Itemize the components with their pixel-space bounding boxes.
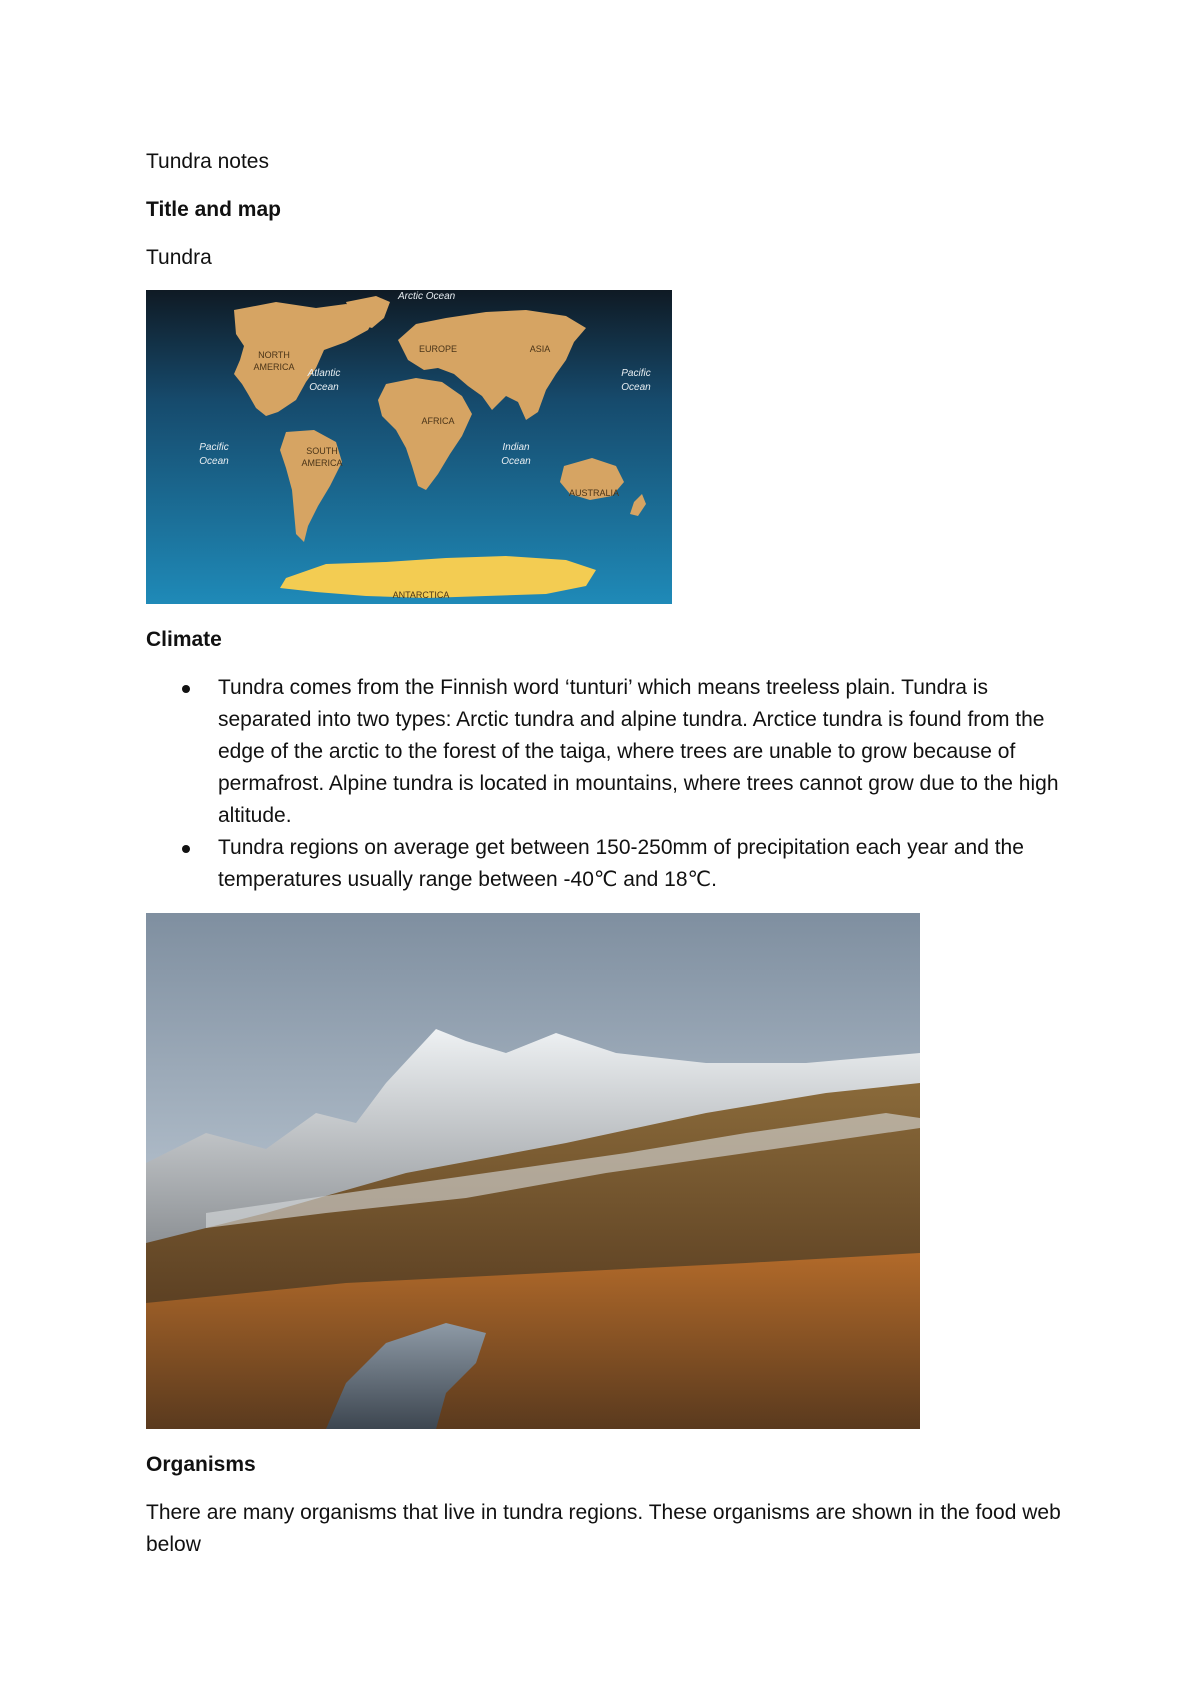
map-label-indian-1: Indian <box>502 442 530 453</box>
document-title: Tundra notes <box>146 150 269 173</box>
map-label-pacific-left-1: Pacific <box>199 442 229 453</box>
map-label-north-america-1: NORTH <box>258 350 290 360</box>
map-label-pacific-right-2: Ocean <box>621 382 651 393</box>
bullet-icon <box>182 685 190 693</box>
section-heading-climate: Climate <box>146 628 222 651</box>
map-label-asia: ASIA <box>529 344 551 354</box>
list-item <box>146 832 1066 896</box>
map-caption-tundra: Tundra <box>146 246 212 269</box>
climate-bullet-text: Tundra regions on average get between 150-250mm of precipitation each year and the temperatures usually range between -40℃ and 18℃. <box>218 836 1024 891</box>
map-label-north-america-2: AMERICA <box>253 362 295 372</box>
section-heading-title-and-map: Title and map <box>146 198 281 221</box>
organisms-paragraph: There are many organisms that live in tundra regions. These organisms are shown in the food web below <box>146 1501 1061 1556</box>
map-label-australia: AUSTRALIA <box>568 488 620 498</box>
map-label-europe: EUROPE <box>418 344 458 354</box>
world-map-image <box>146 290 672 604</box>
map-label-pacific-left-2: Ocean <box>199 456 229 467</box>
map-label-indian-2: Ocean <box>501 456 531 467</box>
climate-bullet-list <box>146 672 1066 896</box>
climate-bullet-text: Tundra comes from the Finnish word ‘tunturi’ which means treeless plain. Tundra is separated into two types: Arctic tundra and alpine tundra. Arctice tundra is found from the edge of the arctic to the forest of the taiga, where trees are unable to grow because of permafrost. Alpine tundra is located in mountains, where trees cannot grow due to the high altitude. <box>218 676 1059 827</box>
bullet-icon <box>182 845 190 853</box>
map-label-pacific-right-1: Pacific <box>621 368 651 379</box>
section-heading-organisms: Organisms <box>146 1453 256 1476</box>
map-label-arctic-ocean: Arctic Ocean <box>398 291 456 302</box>
map-label-antarctica: ANTARCTICA <box>392 590 450 600</box>
map-label-south-america-2: AMERICA <box>301 458 343 468</box>
map-label-africa: AFRICA <box>421 416 455 426</box>
map-label-atlantic-2: Ocean <box>309 382 339 393</box>
map-label-atlantic-1: Atlantic <box>307 368 341 379</box>
tundra-landscape-photo <box>146 913 920 1429</box>
map-label-south-america-1: SOUTH <box>306 446 338 456</box>
list-item <box>146 672 1066 832</box>
